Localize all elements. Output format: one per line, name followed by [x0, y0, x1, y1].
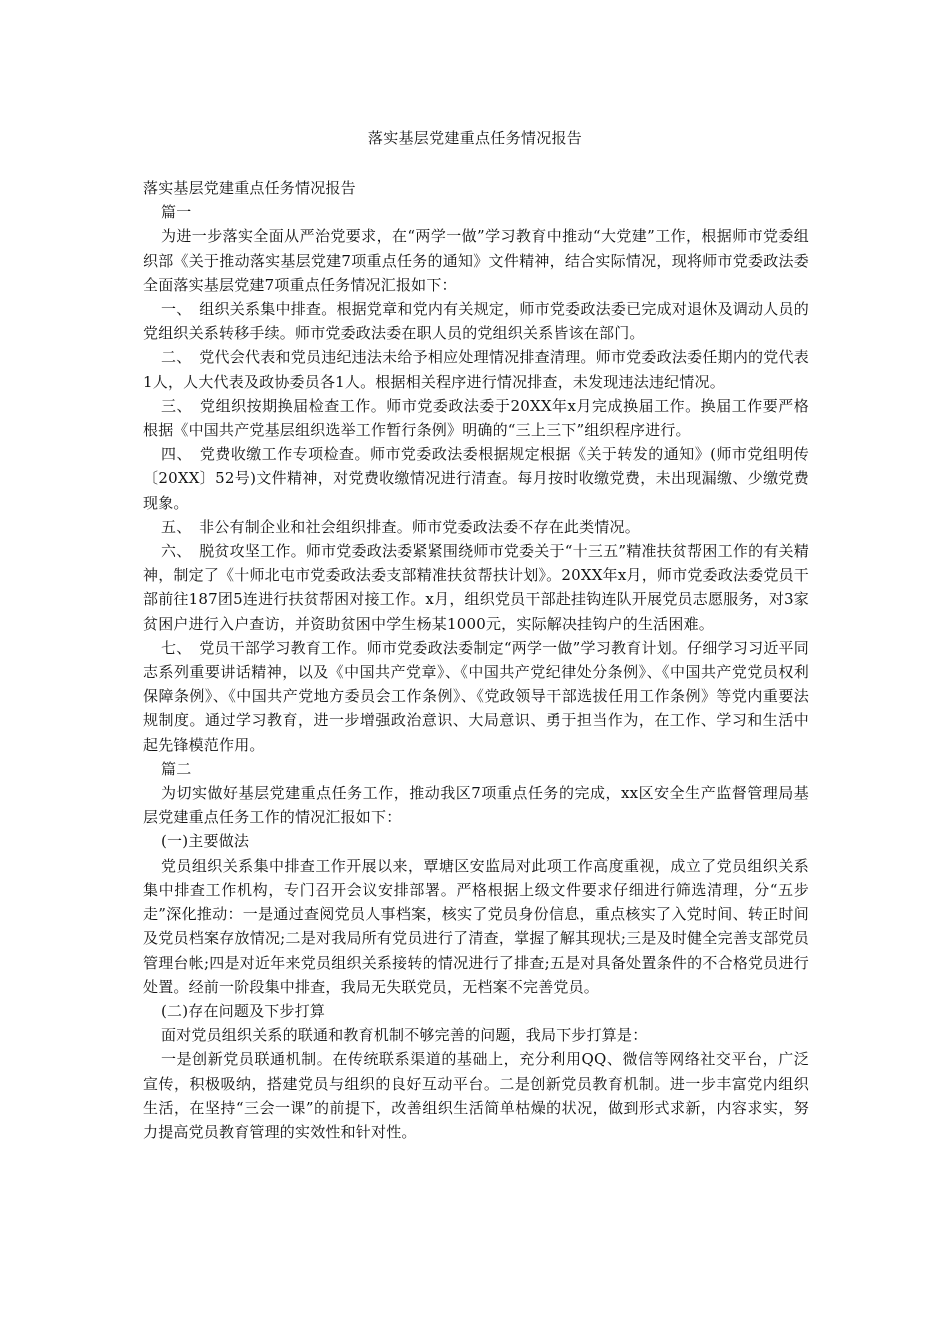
paragraph: 篇一 — [161, 203, 192, 222]
paragraph: (二)存在问题及下步打算 — [161, 1001, 326, 1020]
paragraph: (一)主要做法 — [161, 832, 250, 851]
paragraph: 篇二 — [161, 759, 192, 778]
paragraph: 三、 党组织按期换届检查工作。师市党委政法委于20XX年x月完成换届工作。换届工作要严格根据《中国共产党基层组织选举工作暂行条例》明确的“三上三下”组织程序进行。 — [143, 396, 809, 440]
paragraph: 五、 非公有制企业和社会组织排查。师市党委政法委不存在此类情况。 — [161, 517, 640, 536]
paragraph: 党员组织关系集中排查工作开展以来，覃塘区安监局对此项工作高度重视，成立了党员组织关系集中排查工作机构，专门召开会议安排部署。严格根据上级文件要求仔细进行筛选清理，分“五步走”深化推动：一是通过查阅党员人事档案，核实了党员身份信息，重点核实了入党时间、转正时间及党员档案存放情况;二是对我局所有党员进行了清查，掌握了解其现状;三是及时健全完善支部党员管理台帐;四是对近年来党员组织关系接转的情况进行了排查;五是对具备处置条件的不合格党员进行处置。经前一阶段集中排查，我局无失联党员，无档案不完善党员。 — [143, 856, 809, 996]
paragraph: 为进一步落实全面从严治党要求，在“两学一做”学习教育中推动“大党建”工作，根据师市党委组织部《关于推动落实基层党建7项重点任务的通知》文件精神，结合实际情况，现将师市党委政法委全面落实基层党建7项重点任务情况汇报如下： — [143, 227, 809, 294]
paragraph: 落实基层党建重点任务情况报告 — [143, 179, 356, 197]
paragraph: 面对党员组织关系的联通和教育机制不够完善的问题，我局下步打算是： — [161, 1026, 648, 1045]
paragraph: 为切实做好基层党建重点任务工作，推动我区7项重点任务的完成，xx区安全生产监督管理局基层党建重点任务工作的情况汇报如下： — [143, 784, 809, 827]
paragraph: 四、 党费收缴工作专项检查。师市党委政法委根据规定根据《关于转发的通知》(师市党组明传〔20XX〕52号)文件精神，对党费收缴情况进行清查。每月按时收缴党费，未出现漏缴、少缴党费现象。 — [143, 445, 809, 512]
paragraph: 二、 党代会代表和党员违纪违法未给予相应处理情况排查清理。师市党委政法委任期内的党代表1人，人大代表及政协委员各1人。根据相关程序进行情况排查，未发现违法违纪情况。 — [143, 348, 809, 391]
paragraph: 一、 组织关系集中排查。根据党章和党内有关规定，师市党委政法委已完成对退休及调动人员的党组织关系转移手续。师市党委政法委在职人员的党组织关系皆该在部门。 — [143, 300, 809, 343]
document-body — [143, 176, 809, 1144]
paragraph: 六、 脱贫攻坚工作。师市党委政法委紧紧围绕师市党委关于“十三五”精准扶贫帮困工作的有关精神，制定了《十师北屯市党委政法委支部精准扶贫帮扶计划》。20XX年x月，师市党委政法委党员干部前往187团5连进行扶贫帮困对接工作。x月，组织党员干部赴挂钩连队开展党员志愿服务，对3家贫困户进行入户查访，并资助贫困中学生杨某1000元，实际解决挂钩户的生活困难。 — [143, 542, 809, 633]
paragraph: 七、 党员干部学习教育工作。师市党委政法委制定“两学一做”学习教育计划。仔细学习习近平同志系列重要讲话精神，以及《中国共产党章》、《中国共产党纪律处分条例》、《中国共产党党员权利保障条例》、《中国共产党地方委员会工作条例》、《党政领导干部选拔任用工作条例》等党内重要法规制度。通过学习教育，进一步增强政治意识、大局意识、勇于担当作为，在工作、学习和生活中起先锋模范作用。 — [143, 638, 809, 754]
document-title: 落实基层党建重点任务情况报告 — [367, 129, 583, 147]
paragraph: 一是创新党员联通机制。在传统联系渠道的基础上，充分利用QQ、微信等网络社交平台，广泛宣传，积极吸纳，搭建党员与组织的良好互动平台。二是创新党员教育机制。进一步丰富党内组织生活，在坚持“三会一课”的前提下，改善组织生活简单枯燥的状况，做到形式求新，内容求实，努力提高党员教育管理的实效性和针对性。 — [143, 1050, 809, 1141]
